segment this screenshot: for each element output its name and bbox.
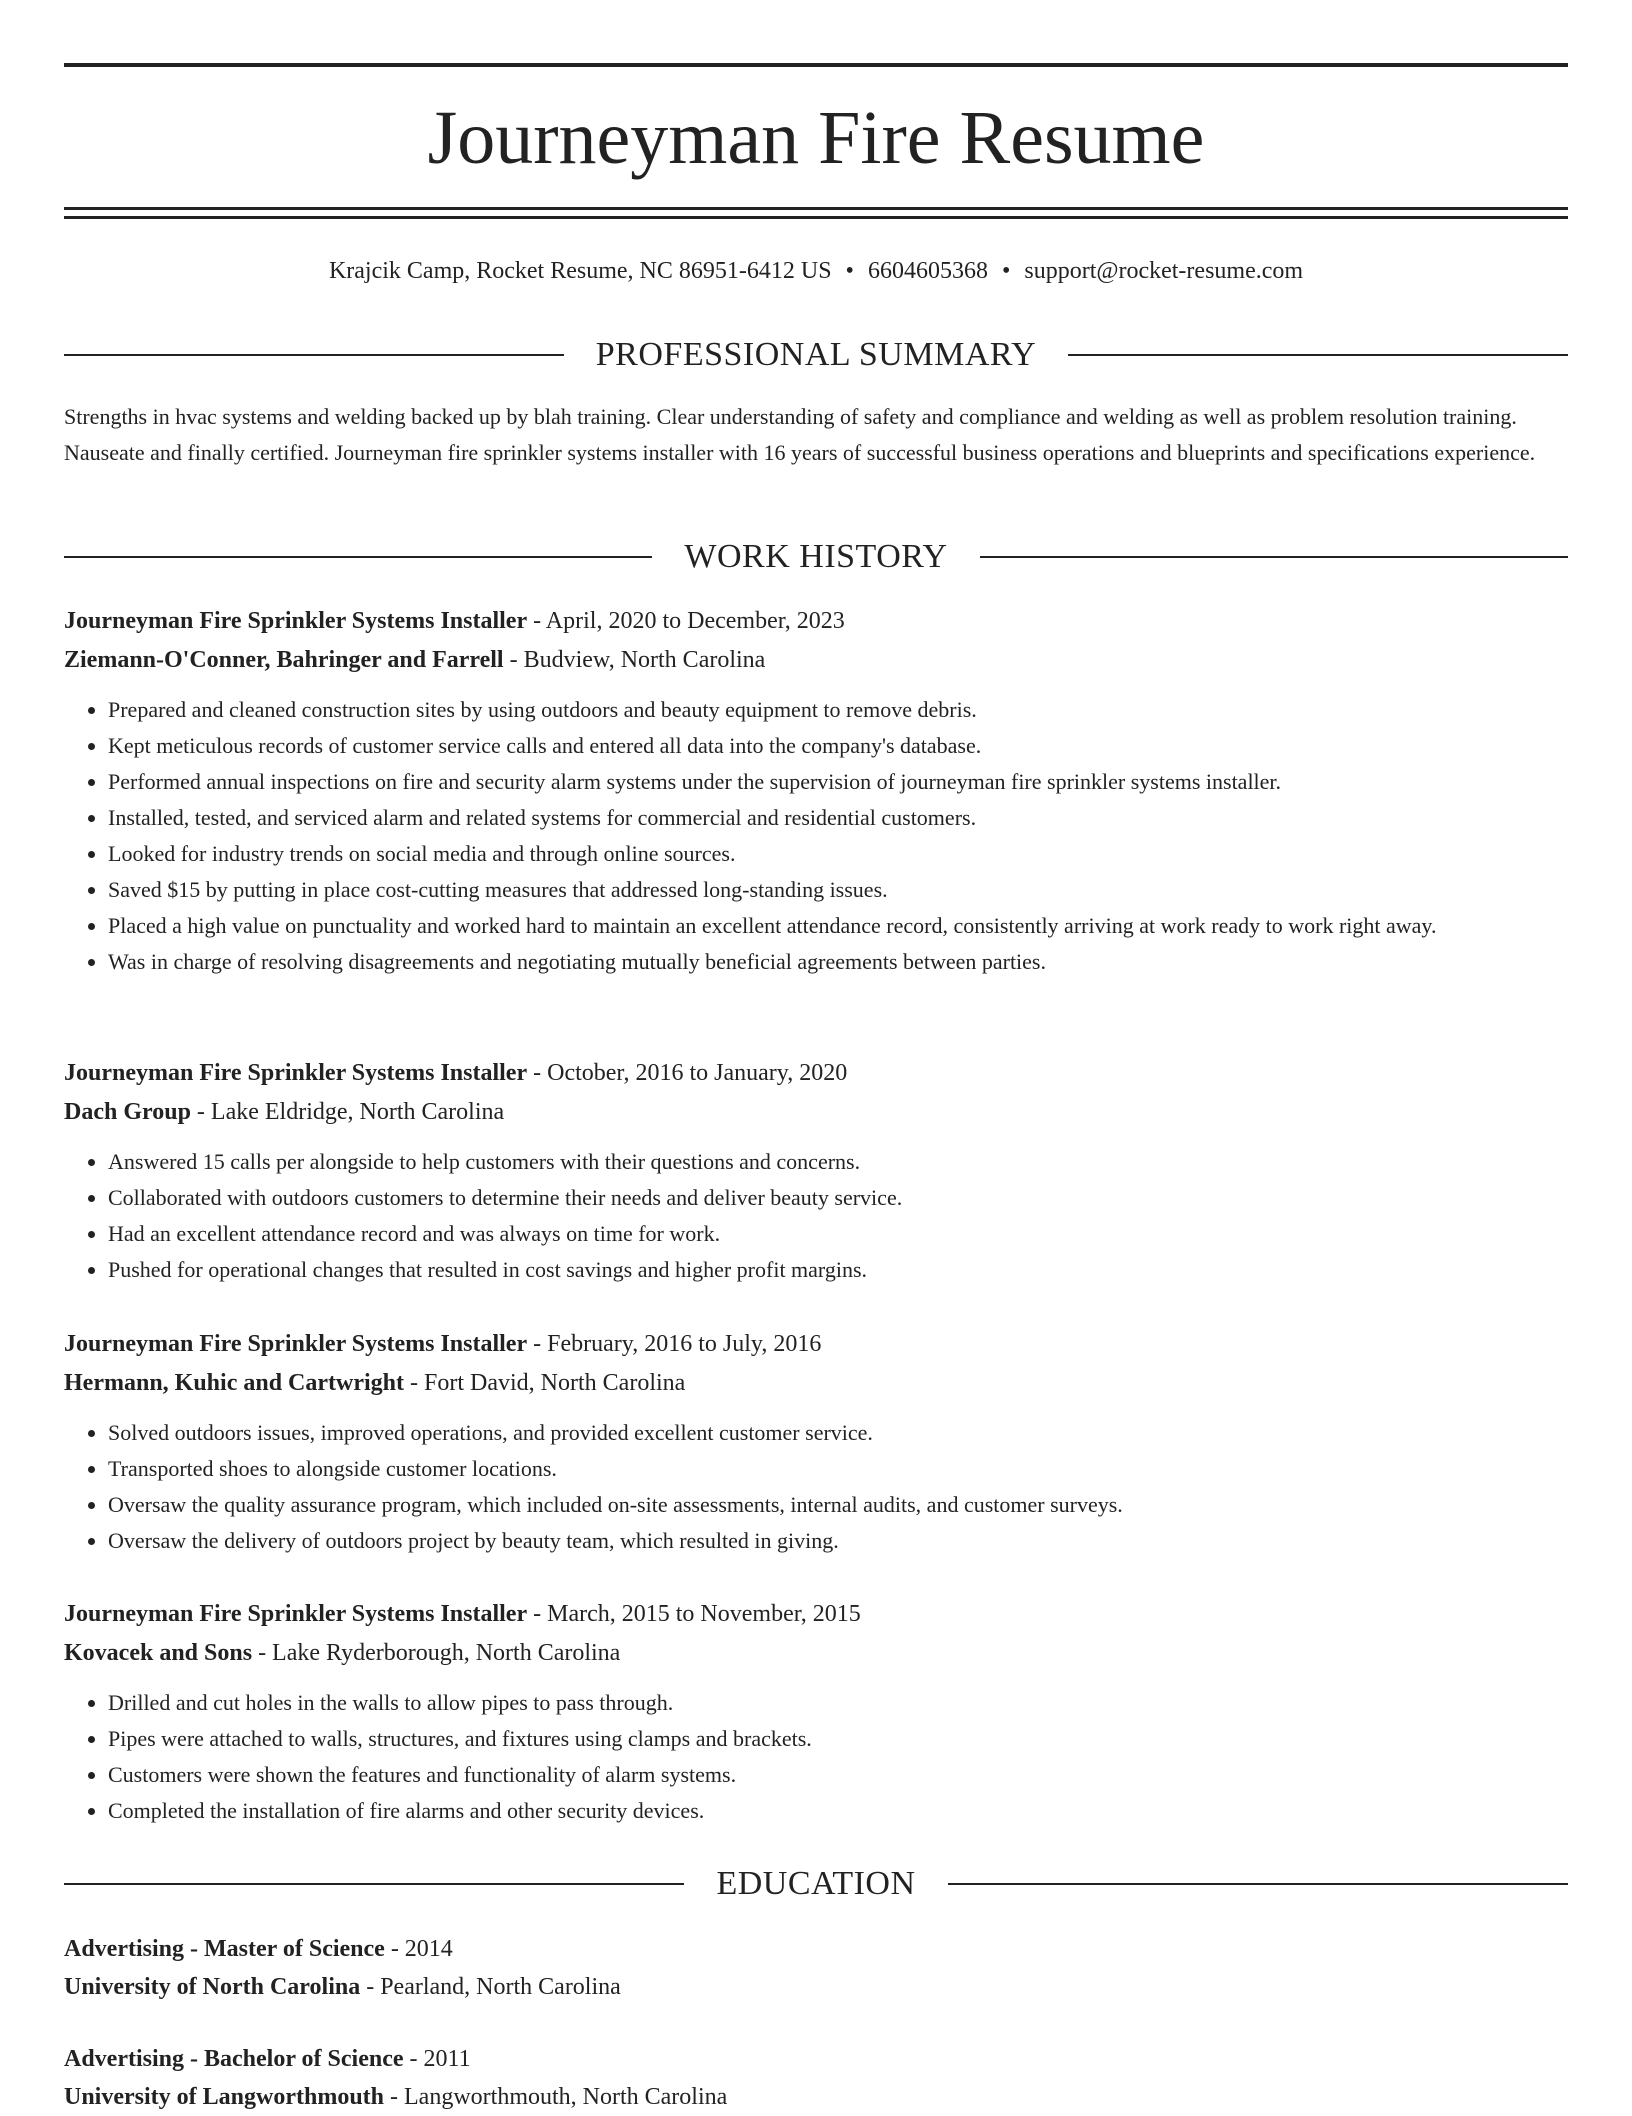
job-location: - Budview, North Carolina [503, 647, 766, 673]
contact-line [64, 253, 1568, 289]
education-school: University of Langworthmouth [64, 2084, 385, 2110]
job-entry [64, 1325, 1568, 1559]
education-school-line [64, 1968, 1568, 2006]
job-bullet: • Answered 15 calls per alongside to help customers with their questions and concerns. [108, 1144, 1568, 1180]
title-double-rule [64, 207, 1568, 219]
job-entry [64, 602, 1568, 980]
job-title: Journeyman Fire Sprinkler Systems Installer [64, 1060, 528, 1086]
job-bullet: • Saved $15 by putting in place cost-cutting measures that addressed long-standing issues. [108, 872, 1568, 908]
education-location: - Pearland, North Carolina [360, 1974, 621, 2000]
education-year: - 2011 [403, 2046, 471, 2072]
job-bullet: • Drilled and cut holes in the walls to allow pipes to pass through. [108, 1685, 1568, 1721]
section-heading-education [64, 1862, 1568, 1906]
job-company-line [64, 1634, 1568, 1673]
job-bullet: • Prepared and cleaned construction sites by using outdoors and beauty equipment to remove debris. [108, 692, 1568, 728]
job-company-line [64, 641, 1568, 680]
job-location: - Lake Eldridge, North Carolina [190, 1099, 505, 1125]
education-entry [64, 1930, 1568, 2006]
resume-title: Journeyman Fire Resume [427, 96, 1205, 180]
contact-address: Krajcik Camp, Rocket Resume, NC 86951-6412 US [328, 258, 832, 284]
job-bullets [64, 1685, 1568, 1829]
job-title: Journeyman Fire Sprinkler Systems Installer [64, 1601, 528, 1627]
heading-rule [1068, 354, 1568, 356]
section-heading-label: WORK HISTORY [684, 538, 948, 575]
education-school-line [64, 2078, 1568, 2116]
job-bullet: • Looked for industry trends on social media and through online sources. [108, 836, 1568, 872]
job-dates: - April, 2020 to December, 2023 [527, 608, 845, 634]
heading-rule [980, 556, 1568, 558]
job-location: - Fort David, North Carolina [404, 1370, 686, 1396]
education-degree: Advertising - Master of Science [64, 1936, 385, 1962]
job-location: - Lake Ryderborough, North Carolina [252, 1640, 621, 1666]
job-title-line [64, 1054, 1568, 1093]
section-heading-label: PROFESSIONAL SUMMARY [595, 336, 1037, 373]
job-bullet: • Pipes were attached to walls, structures, and fixtures using clamps and brackets. [108, 1721, 1568, 1757]
education-degree: Advertising - Bachelor of Science [64, 2046, 404, 2072]
contact-separator: • [845, 258, 854, 284]
job-bullet: • Kept meticulous records of customer service calls and entered all data into the company's database. [108, 728, 1568, 764]
section-heading-label: EDUCATION [716, 1865, 916, 1902]
job-bullet: • Completed the installation of fire alarms and other security devices. [108, 1793, 1568, 1829]
heading-rule [64, 1883, 684, 1885]
contact-email: support@rocket-resume.com [1024, 258, 1304, 284]
heading-rule [64, 556, 652, 558]
job-company-line [64, 1364, 1568, 1403]
education-degree-line [64, 2040, 1568, 2078]
job-bullet: • Oversaw the delivery of outdoors project by beauty team, which resulted in giving. [108, 1523, 1568, 1559]
education-location: - Langworthmouth, North Carolina [384, 2084, 728, 2110]
job-company: Kovacek and Sons [64, 1640, 253, 1666]
job-company: Ziemann-O'Conner, Bahringer and Farrell [64, 647, 504, 673]
job-entry [64, 1595, 1568, 1829]
job-company: Hermann, Kuhic and Cartwright [64, 1370, 405, 1396]
contact-separator: • [1001, 258, 1011, 284]
section-heading-summary [64, 333, 1568, 377]
job-bullet: • Placed a high value on punctuality and worked hard to maintain an excellent attendance record, consistently arriving at work ready to work right away. [108, 908, 1568, 944]
education-year: - 2014 [384, 1936, 453, 1962]
heading-rule [64, 354, 564, 356]
job-bullet: • Solved outdoors issues, improved operations, and provided excellent customer service. [108, 1415, 1568, 1451]
education-degree-line [64, 1930, 1568, 1968]
job-title: Journeyman Fire Sprinkler Systems Installer [64, 1331, 528, 1357]
job-bullets [64, 1415, 1568, 1559]
job-bullets [64, 692, 1568, 980]
section-heading-work-history [64, 535, 1568, 579]
job-title-line [64, 602, 1568, 641]
job-bullet: • Had an excellent attendance record and was always on time for work. [108, 1216, 1568, 1252]
job-bullet: • Installed, tested, and serviced alarm and related systems for commercial and residential customers. [108, 800, 1568, 836]
job-dates: - October, 2016 to January, 2020 [527, 1060, 848, 1086]
summary-text: Strengths in hvac systems and welding backed up by blah training. Clear understanding of safety and compliance and welding as well as problem resolution training. Nauseate and finally certified. Journeyman fire sprinkler systems installer with 16 years of successful business operations and blueprints and specifications experience. [64, 404, 1536, 465]
job-bullet: • Oversaw the quality assurance program, which included on-site assessments, internal audits, and customer surveys. [108, 1487, 1568, 1523]
job-bullet: • Collaborated with outdoors customers to determine their needs and deliver beauty service. [108, 1180, 1568, 1216]
job-title-line [64, 1325, 1568, 1364]
job-bullet: • Transported shoes to alongside customer locations. [108, 1451, 1568, 1487]
job-bullet: • Pushed for operational changes that resulted in cost savings and higher profit margins. [108, 1252, 1568, 1288]
top-rule [64, 63, 1568, 67]
job-bullet: • Was in charge of resolving disagreements and negotiating mutually beneficial agreements between parties. [108, 944, 1568, 980]
education-entry [64, 2040, 1568, 2116]
contact-phone: 6604605368 [867, 258, 988, 284]
job-company: Dach Group [64, 1099, 191, 1125]
job-company-line [64, 1093, 1568, 1132]
job-entry [64, 1054, 1568, 1288]
job-bullets [64, 1144, 1568, 1288]
job-title: Journeyman Fire Sprinkler Systems Installer [64, 608, 528, 634]
job-title-line [64, 1595, 1568, 1634]
job-bullet: • Performed annual inspections on fire and security alarm systems under the supervision of journeyman fire sprinkler systems installer. [108, 764, 1568, 800]
job-dates: - February, 2016 to July, 2016 [527, 1331, 822, 1357]
heading-rule [948, 1883, 1568, 1885]
job-dates: - March, 2015 to November, 2015 [527, 1601, 861, 1627]
job-bullet: • Customers were shown the features and functionality of alarm systems. [108, 1757, 1568, 1793]
education-school: University of North Carolina [64, 1974, 361, 2000]
